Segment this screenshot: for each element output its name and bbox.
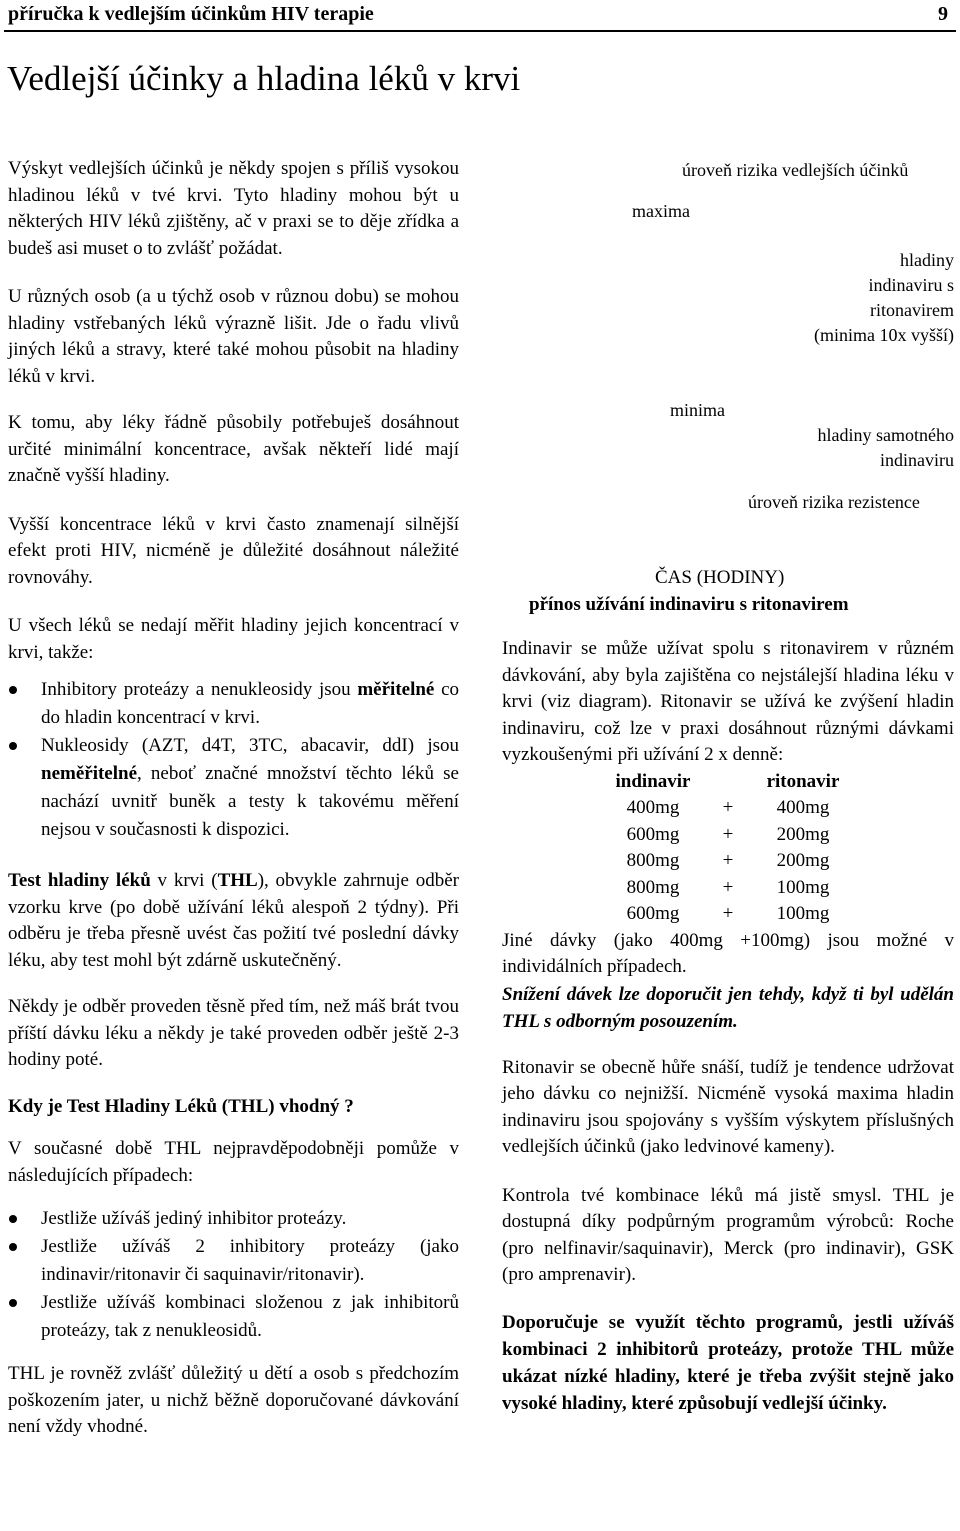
paragraph-minimum-concentration: K tomu, aby léky řádně působily potřebuješ dosáhnout určité minimální koncentrace, avšak někteří lidé mají značně vyšší hladiny. [8,412,459,486]
table-row [593,848,863,875]
label-combo-levels [754,248,954,348]
diagram-caption: přínos užívání indinaviru s ritonavirem [529,594,849,615]
text-span: ), obvykle zahrnuje odběr vzorku krve (po době užívání léků alespoň 2 týdny). Při odběru je třeba přesně uvést čas požití tvé poslední dávky léku, aby test mohl být zdárně uskutečněný. [8,870,459,971]
page-title: Vedlejší účinky a hladina léků v krvi [7,59,521,98]
dose-indinavir: 800mg [626,876,680,898]
section-heading-when: Kdy je Test Hladiny Léků (THL) vhodný ? [8,1095,354,1117]
list-item: Jestliže užíváš jediný inhibitor proteázy. [8,1205,459,1233]
header-rule [4,30,956,32]
bullet-text-post: , neboť značné množství těchto léků se nachází uvnitř buněk a testy k takovému měření nejsou v současnosti k dispozici. [41,763,459,840]
x-axis-label: ČAS (HODINY) [655,567,785,588]
bullet-text-bold: neměřitelné [41,763,138,784]
right-column [502,636,954,1417]
table-row [593,901,863,928]
label-minima: minima [670,400,725,420]
cases-list [8,1205,459,1345]
label-line: indinaviru [880,450,954,470]
paragraph-variability: U různých osob (a u týchž osob v různou dobu) se mohou hladiny vstřebaných léků výrazně lišit. Jde o řadu vlivů jiných léků a stravy, které také mohou působit na hladiny léků v krvi. [8,286,459,387]
text-span: v krvi ( [150,870,218,891]
dose-plus: + [722,876,734,898]
list-item [8,676,459,732]
paragraph-ritonavir-tolerance: Ritonavir se obecně hůře snáší, tudíž je tendence udržovat jeho dávku co nejnižší. Nicméně vysoká maxima hladin indinaviru jsou spojovány s vyšším výskytem příslušných vedlejších účinků (jako ledvinové kameny). [502,1056,954,1157]
term-test: Test hladiny léků [8,870,151,891]
column-header-indinavir: indinavir [615,770,691,792]
paragraph-other-doses: Jiné dávky (jako 400mg +100mg) jsou možné v individálních případech. [502,929,954,977]
bullet-text-bold: měřitelné [357,679,435,700]
label-line: hladiny samotného [817,425,954,445]
dose-plus: + [722,823,734,845]
dose-plus: + [722,903,734,924]
column-header-ritonavir: ritonavir [766,770,840,792]
label-maxima: maxima [632,201,690,221]
dose-ritonavir: 200mg [776,850,830,871]
table-row [593,822,863,849]
paragraph-thl-test [8,868,459,974]
label-risk-resistance: úroveň rizika rezistence [748,492,920,512]
dose-ritonavir: 100mg [776,876,830,898]
table-header-row [593,769,863,796]
column-header-plus [713,769,743,796]
label-alone-levels [754,423,954,473]
bullet-text-pre: Inhibitory proteázy a nenukleosidy jsou [41,679,358,700]
paragraph-indinavir-ritonavir: Indinavir se může užívat spolu s ritonavirem v různém dávkování, aby byla zajištěna co nejstálejší hladina léku v krvi (viz diagram). Ritonavir se užívá ke zvýšení hladin indinaviru, což lze v praxi dosáhnout různými dávkami vyzkoušenými při užívání 2 x denně: [502,638,954,765]
list-item: Jestliže užíváš kombinaci složenou z jak inhibitorů proteázy, tak z nenukleosidů. [8,1289,459,1345]
measurability-list [8,676,459,844]
table-row [593,875,863,902]
label-line: (minima 10x vyšší) [814,325,954,345]
table-row [593,795,863,822]
paragraph-recommendation: Doporučuje se využít těchto programů, jestli užíváš kombinaci 2 inhibitorů proteázy, protože THL může ukázat nízké hladiny, které je třeba zvýšit stejně jako vysoké hladiny, které způsobují vedlejší účinky. [502,1311,954,1414]
paragraph-dose-reduction-warning: Snížení dávek lze doporučit jen tehdy, když ti byl udělán THL s odborným posouzením. [502,983,954,1032]
paragraph-not-all-measurable: U všech léků se nedají měřit hladiny jejich koncentrací v krvi, takže: [8,615,459,663]
dose-plus: + [722,797,734,818]
paragraph-manufacturer-programs: Kontrola tvé kombinace léků má jistě smysl. THL je dostupná díky podpůrným programům výrobců: Roche (pro nelfinavir/saquinavir), Merck (pro indinavir), GSK (pro amprenavir). [502,1184,954,1285]
dose-plus: + [722,850,734,871]
running-header-title: příručka k vedlejším účinkům HIV terapie [8,3,374,25]
dose-indinavir: 800mg [626,850,680,871]
page-number: 9 [938,3,948,25]
label-risk-side-effects: úroveň rizika vedlejších účinků [682,160,909,180]
list-item [8,732,459,844]
list-item: Jestliže užíváš 2 inhibitory proteázy (jako indinavir/ritonavir či saquinavir/ritonavir). [8,1233,459,1289]
dose-ritonavir: 100mg [776,903,830,924]
label-line: indinaviru s [868,275,954,295]
paragraph-children-liver: THL je rovněž zvlášť důležitý u dětí a osob s předchozím poškozením jater, u nichž běžně doporučované dávkování není vždy vhodné. [8,1363,459,1437]
paragraph-higher-concentration: Vyšší koncentrace léků v krvi často znamenají silnější efekt proti HIV, nicméně je důležité dosáhnout náležité rovnováhy. [8,513,459,588]
left-column [8,156,459,1441]
bullet-text-post: co do hladin koncentrací v krvi. [41,679,459,728]
label-line: hladiny [900,250,954,270]
dose-ritonavir: 200mg [776,823,830,845]
bullet-text-pre: Nukleosidy (AZT, d4T, 3TC, abacavir, ddI) jsou [41,735,459,756]
paragraph-cases-intro: V současné době THL nejpravděpodobněji pomůže v následujících případech: [8,1138,459,1186]
dose-indinavir: 600mg [626,903,680,924]
paragraph-intro: Výskyt vedlejších účinků je někdy spojen s příliš vysokou hladinou léků v tvé krvi. Tyto hladiny mohou být u některých HIV léků zjištěny, ač v praxi se to děje zřídka a budeš asi muset o to zvlášť požádat. [8,158,459,259]
label-line: ritonavirem [870,300,954,320]
dose-indinavir: 600mg [626,823,680,845]
term-thl: THL [217,870,258,891]
dose-indinavir: 400mg [626,797,680,818]
concentration-diagram [502,150,960,620]
dose-ritonavir: 400mg [776,797,830,818]
dose-table [593,769,863,928]
paragraph-sampling-time: Někdy je odběr proveden těsně před tím, než máš brát tvou příští dávku léku a někdy je také proveden odběr ještě 2-3 hodiny poté. [8,996,459,1070]
